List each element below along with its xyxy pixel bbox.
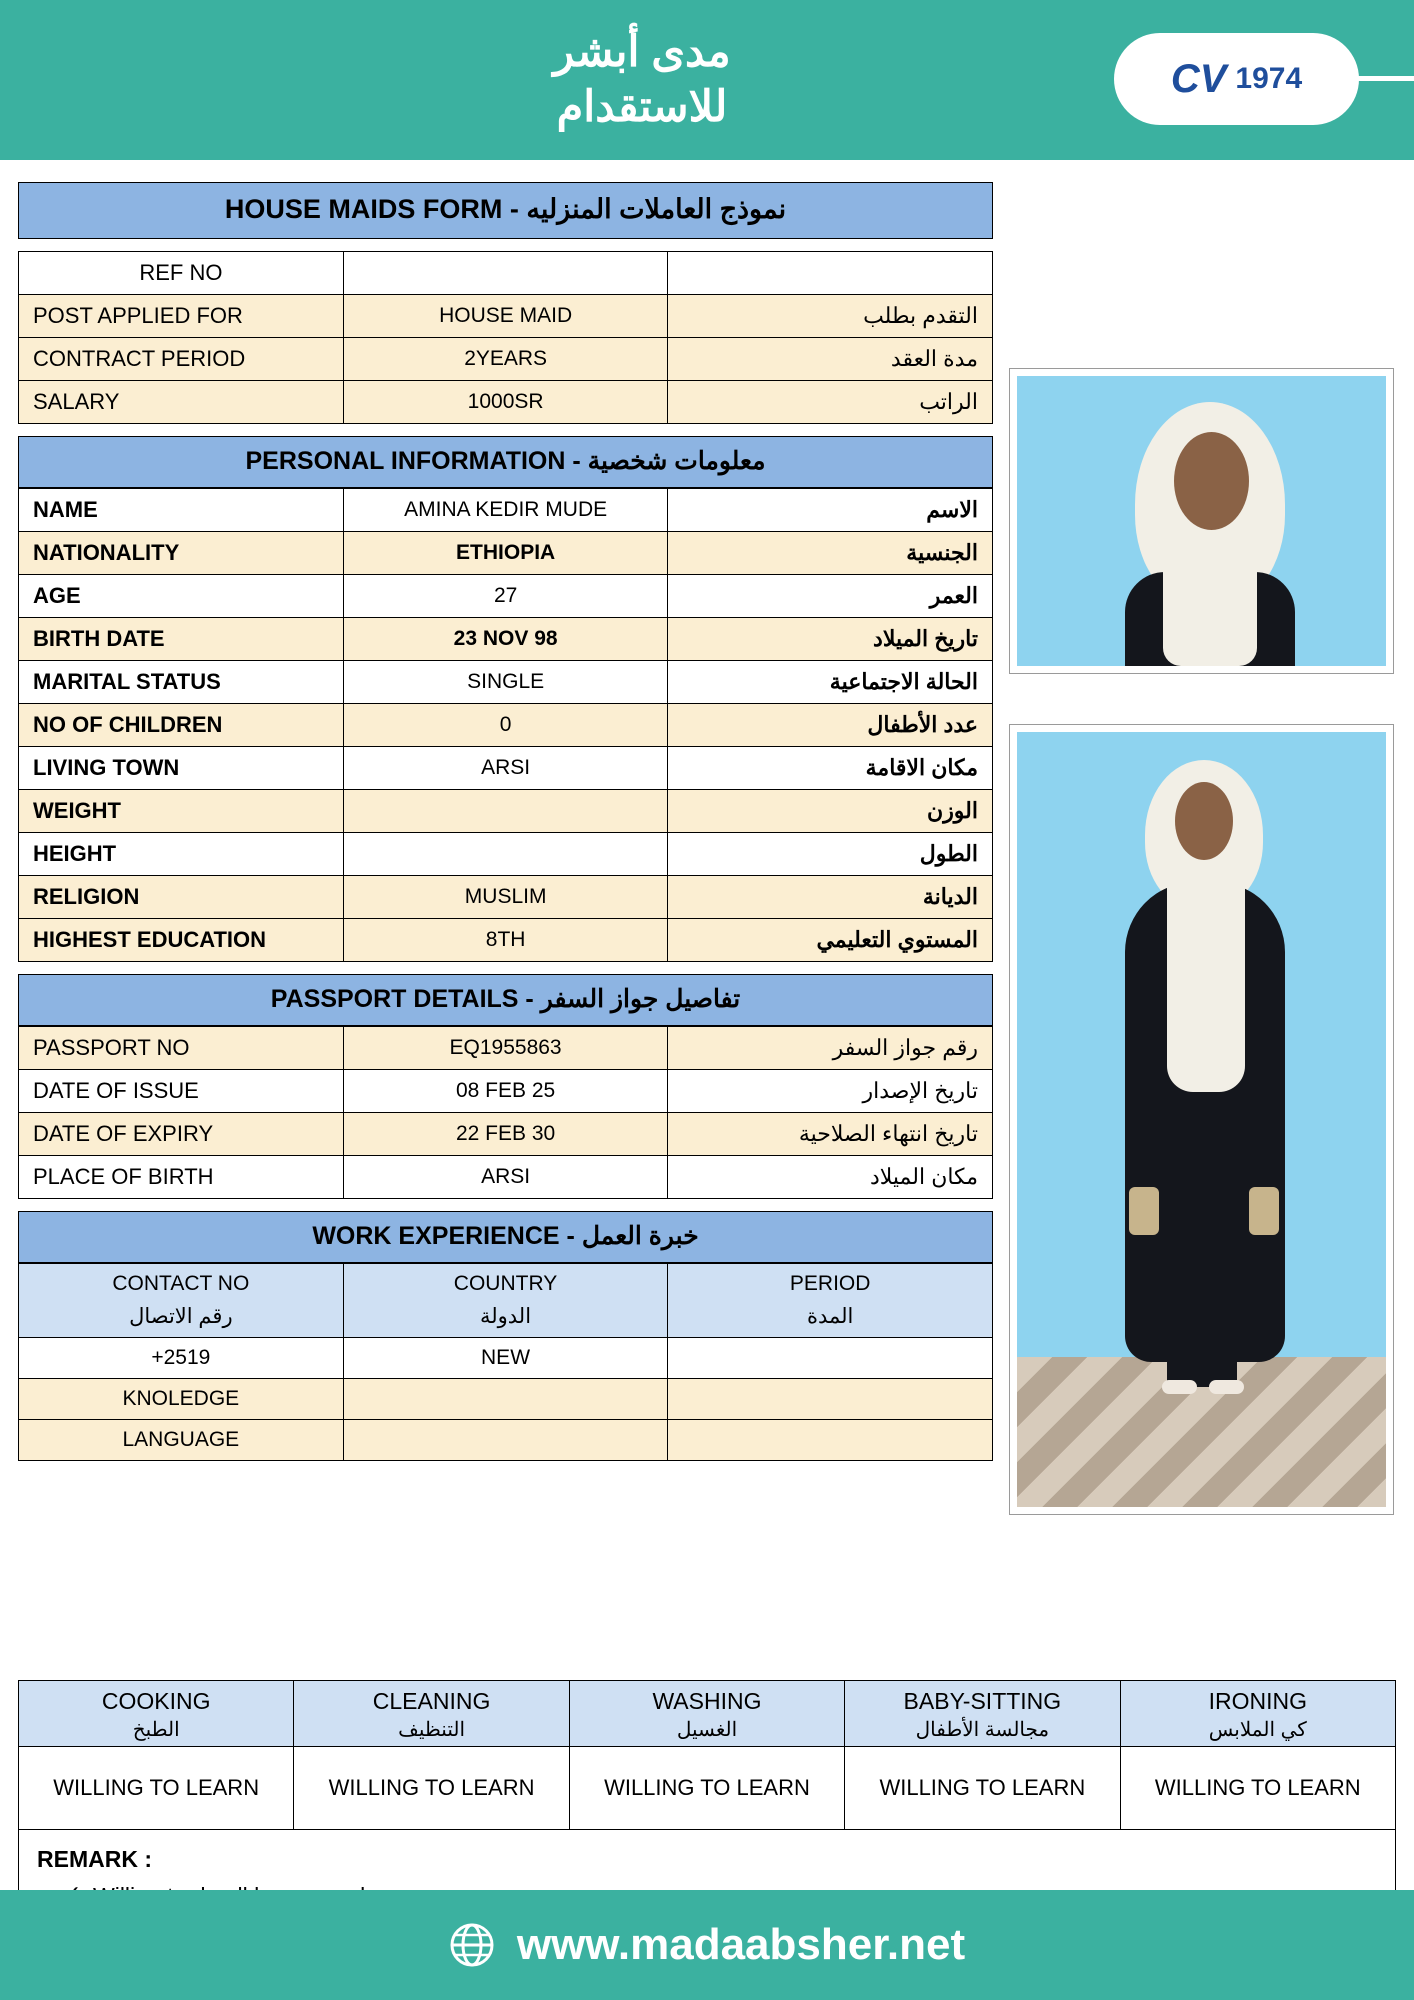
row-label-no-of-children: NO OF CHILDREN [33,712,223,737]
passport-details-table [18,1026,993,1199]
skills-table [18,1680,1396,1830]
skill-value-ironing: WILLING TO LEARN [1120,1747,1395,1830]
fullbody-frame [1009,724,1394,1515]
table-row [19,1113,993,1156]
row-label-marital-status: MARITAL STATUS [33,669,221,694]
exp-language-label: LANGUAGE [122,1428,240,1451]
table-row [19,532,993,575]
exp-contact-no: +2519 [151,1346,211,1369]
table-row [19,1420,993,1461]
row-label-birth-date: BIRTH DATE [33,626,165,651]
skill-value-cleaning: WILLING TO LEARN [294,1747,569,1830]
row-value-religion: MUSLIM [464,885,547,908]
row-value-salary: 1000SR [467,390,544,413]
table-row [19,919,993,962]
exp-language-value [344,1432,668,1448]
row-arabic-nationality: الجنسية [906,540,978,565]
passport-details-title: PASSPORT DETAILS - تفاصيل جواز السفر [18,974,993,1026]
row-label-salary: SALARY [33,389,120,414]
table-row [19,1027,993,1070]
row-label-religion: RELIGION [33,884,140,909]
row-value-age: 27 [493,584,518,607]
table-row [19,1156,993,1199]
row-label-date-of-issue: DATE OF ISSUE [33,1078,199,1103]
row-arabic-highest-education: المستوي التعليمي [816,927,978,952]
row-label-nationality: NATIONALITY [33,540,180,565]
work-experience-title: WORK EXPERIENCE - خبرة العمل [18,1211,993,1263]
skill-ar-ironing: كي الملابس [1208,1719,1307,1741]
row-label-passport-no: PASSPORT NO [33,1035,190,1060]
row-arabic-religion: الديانة [922,884,978,909]
company-title [553,25,730,135]
table-row [19,876,993,919]
application-table [18,251,993,424]
row-label-highest-education: HIGHEST EDUCATION [33,927,267,952]
row-arabic-date-of-expiry: تاريخ انتهاء الصلاحية [798,1121,978,1146]
col-header-country-ar: الدولة [479,1305,532,1328]
row-value-contract-period: 2YEARS [464,347,548,370]
skills-header-row [19,1681,1396,1747]
skill-header-washing [569,1681,844,1747]
table-row [19,1070,993,1113]
skill-header-cleaning [294,1681,569,1747]
row-arabic-no-of-children: عدد الأطفال [867,712,978,737]
table-row [19,747,993,790]
table-row [19,833,993,876]
row-value-name: AMINA KEDIR MUDE [404,498,608,521]
row-value-date-of-issue: 08 FEB 25 [455,1079,556,1102]
page-footer [0,1890,1414,2000]
row-value-weight [344,803,668,819]
skill-en-ironing: IRONING [1208,1688,1307,1714]
skill-en-cooking: COOKING [101,1688,211,1714]
exp-period [668,1350,992,1366]
table-row [19,489,993,532]
cv-badge [1114,33,1359,125]
form-page [0,160,1414,1890]
badge-tail [1354,76,1414,81]
row-arabic-age: العمر [929,583,978,608]
headshot-figure [1017,376,1386,666]
row-arabic-living-town: مكان الاقامة [865,755,978,780]
row-label-living-town: LIVING TOWN [33,755,180,780]
row-label-height: HEIGHT [33,841,117,866]
row-arabic-ref-no [668,265,992,281]
row-value-date-of-expiry: 22 FEB 30 [455,1122,556,1145]
skill-header-ironing [1120,1681,1395,1747]
company-title-line1: مدى أبشر [553,27,731,76]
exp-knowledge-extra [668,1391,992,1407]
skill-en-washing: WASHING [652,1688,762,1714]
row-value-height [344,846,668,862]
col-header-period: PERIOD [789,1272,871,1295]
row-value-living-town: ARSI [481,756,531,779]
row-value-no-of-children: 0 [499,713,512,736]
row-value-passport-no: EQ1955863 [449,1036,562,1059]
skill-ar-cooking: الطبخ [132,1719,180,1741]
row-label-post-applied: POST APPLIED FOR [33,303,243,328]
row-arabic-date-of-issue: تاريخ الإصدار [862,1078,978,1103]
form-main-title: HOUSE MAIDS FORM - نموذج العاملات المنزليه [18,182,993,239]
photo-column [1009,368,1394,1515]
skill-value-baby-sitting: WILLING TO LEARN [845,1747,1120,1830]
table-row [19,661,993,704]
row-label-ref-no: REF NO [139,260,223,285]
row-label-date-of-expiry: DATE OF EXPIRY [33,1121,214,1146]
row-label-name: NAME [33,497,98,522]
col-header-period-ar: المدة [806,1305,854,1328]
row-arabic-height: الطول [919,841,978,866]
skill-header-baby-sitting [845,1681,1120,1747]
row-value-birth-date: 23 NOV 98 [453,627,558,650]
row-arabic-contract-period: مدة العقد [890,346,978,371]
table-row [19,381,993,424]
row-arabic-post-applied: التقدم بطلب [863,303,978,328]
table-row [19,252,993,295]
remark-title: REMARK : [37,1846,152,1872]
col-header-contact-no-ar: رقم الاتصال [129,1305,233,1328]
exp-knowledge-value [344,1391,668,1407]
skill-ar-baby-sitting: مجالسة الأطفال [915,1719,1050,1741]
skill-en-baby-sitting: BABY-SITTING [903,1688,1062,1714]
row-arabic-marital-status: الحالة الاجتماعية [829,669,978,694]
headshot-frame [1009,368,1394,674]
skill-ar-washing: الغسيل [676,1719,738,1741]
row-arabic-name: الاسم [926,497,978,522]
table-row [19,790,993,833]
col-header-contact-no: CONTACT NO [112,1272,250,1295]
skill-ar-cleaning: التنظيف [398,1719,466,1741]
website-url[interactable]: www.madaabsher.net [516,1920,966,1969]
row-arabic-birth-date: تاريخ الميلاد [873,626,978,651]
company-title-line2: للاستقدام [556,83,728,131]
row-label-place-of-birth: PLACE OF BIRTH [33,1164,214,1189]
row-arabic-passport-no: رقم جواز السفر [832,1035,978,1060]
table-row [19,338,993,381]
skills-value-row [19,1747,1396,1830]
row-arabic-salary: الراتب [919,389,978,414]
row-value-nationality: ETHIOPIA [456,541,556,564]
table-row [19,618,993,661]
skill-value-cooking: WILLING TO LEARN [19,1747,294,1830]
personal-information-table [18,488,993,962]
row-arabic-place-of-birth: مكان الميلاد [869,1164,978,1189]
table-header-row [19,1264,993,1338]
skill-header-cooking [19,1681,294,1747]
row-label-weight: WEIGHT [33,798,121,823]
row-value-ref-no [344,265,668,281]
table-row [19,704,993,747]
applicant-full-body [1017,732,1386,1507]
skill-value-washing: WILLING TO LEARN [569,1747,844,1830]
personal-information-title: PERSONAL INFORMATION - معلومات شخصية [18,436,993,488]
row-value-marital-status: SINGLE [467,670,545,693]
col-header-country: COUNTRY [453,1272,558,1295]
table-row [19,1379,993,1420]
row-arabic-weight: الوزن [927,798,978,823]
globe-icon [449,1922,495,1968]
exp-country: NEW [481,1346,531,1369]
table-row [19,1338,993,1379]
row-value-highest-education: 8TH [485,928,526,951]
exp-knowledge-label: KNOLEDGE [122,1387,240,1410]
cv-label: CV [1170,56,1227,101]
exp-language-extra [668,1432,992,1448]
fullbody-figure [1017,732,1386,1507]
table-row [19,575,993,618]
page-header [0,0,1414,160]
applicant-headshot [1017,376,1386,666]
table-row [19,295,993,338]
row-label-age: AGE [33,583,81,608]
form-left-column [18,182,993,1461]
work-experience-table [18,1263,993,1461]
skill-en-cleaning: CLEANING [372,1688,491,1714]
row-value-post-applied: HOUSE MAID [439,304,573,327]
row-label-contract-period: CONTRACT PERIOD [33,346,246,371]
cv-number: 1974 [1235,62,1303,95]
row-value-place-of-birth: ARSI [481,1165,531,1188]
